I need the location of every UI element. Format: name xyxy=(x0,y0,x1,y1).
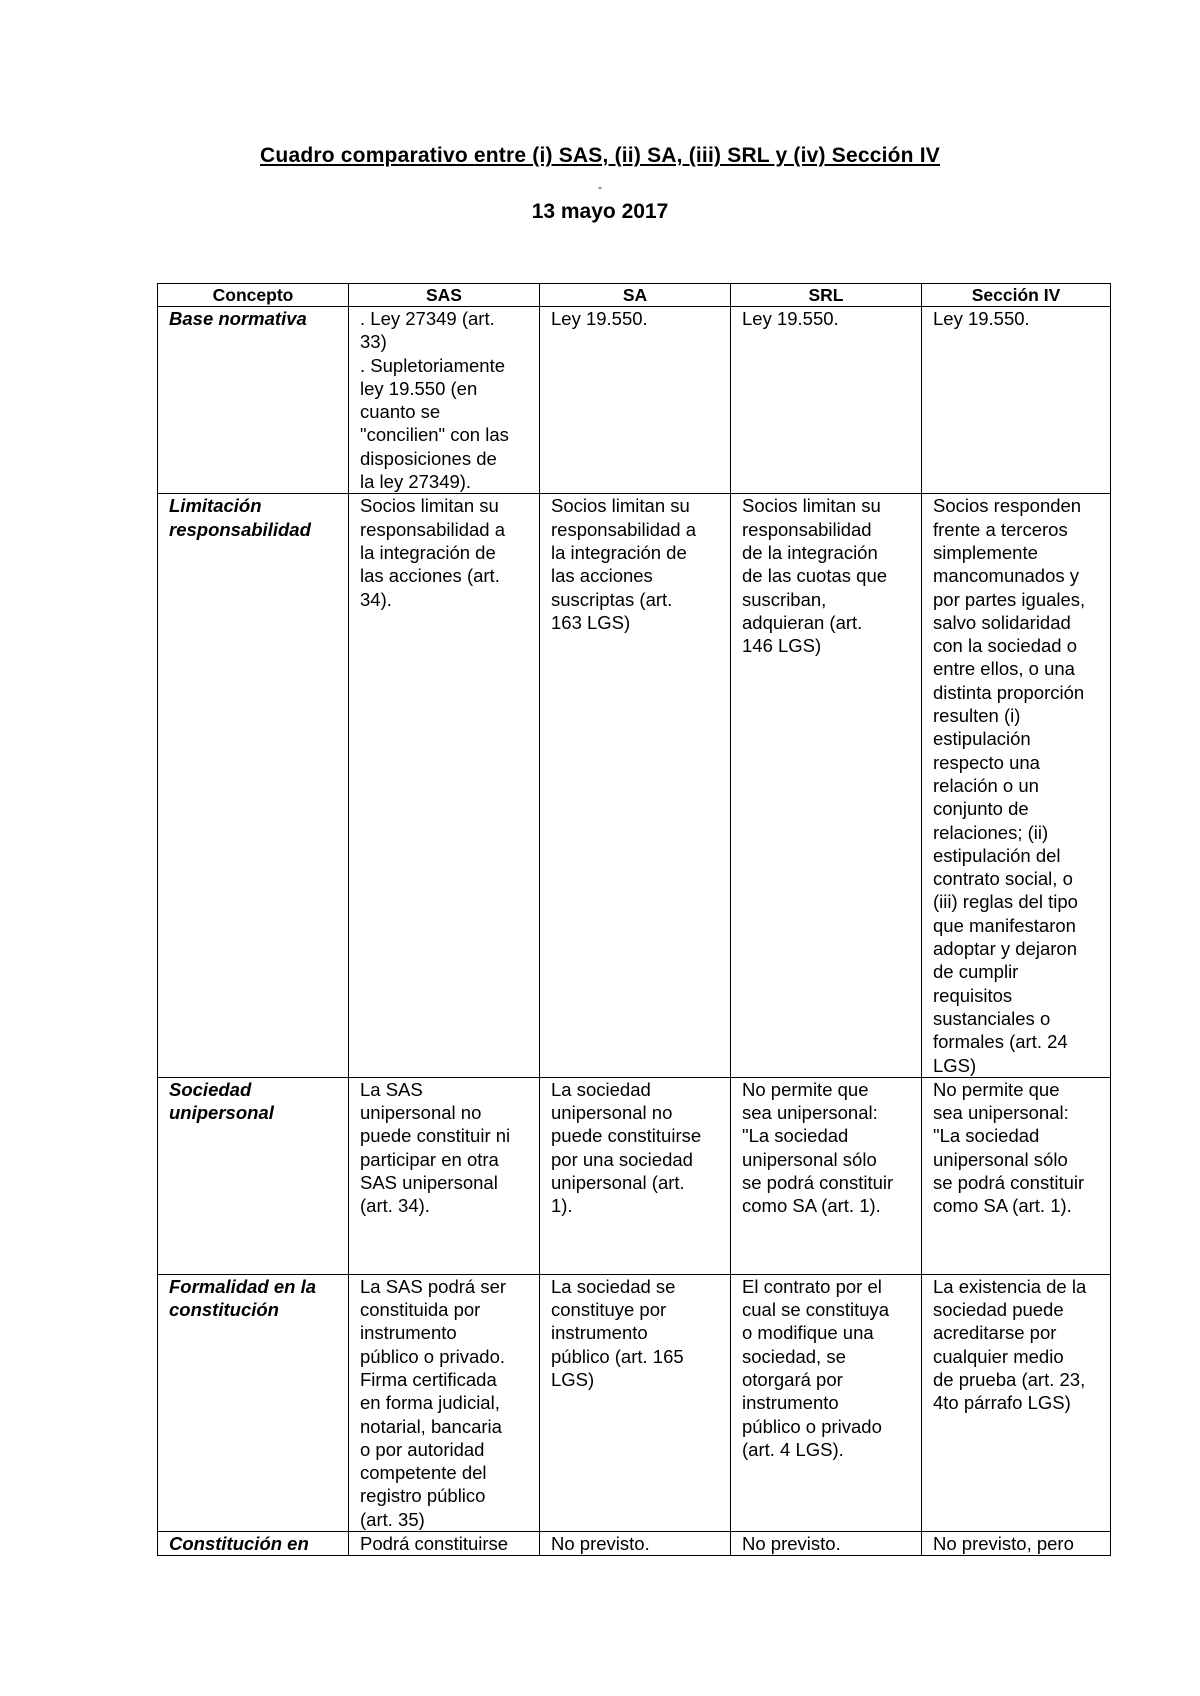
cell-text-line: mancomunados y xyxy=(933,565,1080,587)
comparison-table xyxy=(157,283,1111,1556)
cell-sas xyxy=(349,1274,540,1531)
cell-text-line: en forma judicial, xyxy=(360,1392,500,1414)
cell-text-line: SAS unipersonal xyxy=(360,1171,498,1193)
cell-text-line: (art. 35) xyxy=(360,1508,425,1530)
table-row xyxy=(158,1532,1111,1556)
cell-sas xyxy=(349,1532,540,1556)
cell-text-line: de la integración xyxy=(742,541,878,563)
cell-text-line: de las cuotas que xyxy=(742,565,888,587)
cell-text-line: "concilien" con las xyxy=(360,424,509,446)
document-date: 13 mayo 2017 xyxy=(531,200,669,223)
cell-text-line: relación o un xyxy=(933,774,1039,796)
cell-srl xyxy=(731,494,922,1077)
cell-sas xyxy=(349,1077,540,1274)
cell-text-line: 163 LGS) xyxy=(551,611,631,633)
cell-text-line: se podrá constituir xyxy=(933,1171,1085,1193)
cell-text-line: suscriptas (art. xyxy=(551,588,673,610)
cell-text-line: Socios limitan su xyxy=(551,495,690,517)
cell-text-line: estipulación del xyxy=(933,844,1061,866)
header-srl: SRL xyxy=(731,284,922,307)
concept-cell xyxy=(158,1274,349,1531)
cell-sas xyxy=(349,494,540,1077)
cell-text-line: competente del xyxy=(360,1462,487,1484)
header-seccion-iv: Sección IV xyxy=(922,284,1111,307)
cell-text-line: Firma certificada xyxy=(360,1368,497,1390)
cell-text-line: sea unipersonal: xyxy=(933,1102,1069,1124)
cell-text-line: instrumento xyxy=(742,1392,839,1414)
cell-text-line: Ley 19.550. xyxy=(742,308,839,329)
concept-text-line: unipersonal xyxy=(169,1102,274,1124)
cell-text-line: LGS) xyxy=(551,1368,595,1390)
cell-text-line: cual se constituya xyxy=(742,1299,890,1321)
cell-text-line: entre ellos, o una xyxy=(933,658,1075,680)
cell-text-line: unipersonal sólo xyxy=(933,1148,1068,1170)
cell-text-line: de cumplir xyxy=(933,961,1019,983)
cell-text-line: La sociedad se xyxy=(551,1275,676,1297)
concept-cell xyxy=(158,494,349,1077)
cell-text-line: constituye por xyxy=(551,1299,667,1321)
table-header-row xyxy=(158,284,1111,307)
cell-text-line: . Ley 27349 (art. xyxy=(360,308,495,329)
cell-text-line: por partes iguales, xyxy=(933,588,1086,610)
cell-srl xyxy=(731,1077,922,1274)
cell-text-line: Ley 19.550. xyxy=(551,308,648,329)
cell-text-line: 33) xyxy=(360,331,387,353)
cell-text-line: sociedad, se xyxy=(742,1345,846,1367)
table-row xyxy=(158,494,1111,1077)
cell-text-line: que manifestaron xyxy=(933,914,1076,936)
cell-sa xyxy=(540,1274,731,1531)
cell-text-line: "La sociedad xyxy=(742,1125,849,1147)
cell-text-line: público o privado. xyxy=(360,1345,506,1367)
cell-text-line: cuanto se xyxy=(360,401,441,423)
title-separator: - xyxy=(598,180,602,194)
cell-text-line: constituida por xyxy=(360,1299,481,1321)
cell-seccion-iv xyxy=(922,1077,1111,1274)
cell-text-line: No previsto. xyxy=(742,1533,841,1555)
cell-text-line: Ley 19.550. xyxy=(933,308,1030,329)
cell-text-line: sea unipersonal: xyxy=(742,1102,878,1124)
cell-text-line: otorgará por xyxy=(742,1368,843,1390)
cell-text-line: puede constituir ni xyxy=(360,1125,511,1147)
cell-text-line: La existencia de la xyxy=(933,1275,1087,1297)
concept-text-line: Constitución en xyxy=(169,1533,309,1555)
cell-sas xyxy=(349,307,540,494)
cell-text-line: público o privado xyxy=(742,1415,882,1437)
cell-text-line: ley 19.550 (en xyxy=(360,377,478,399)
cell-seccion-iv xyxy=(922,1274,1111,1531)
table-row xyxy=(158,307,1111,494)
cell-text-line: resulten (i) xyxy=(933,705,1021,727)
cell-text-line: Socios limitan su xyxy=(360,495,499,517)
cell-sa xyxy=(540,1077,731,1274)
cell-text-line: disposiciones de xyxy=(360,447,497,469)
concept-text-line: constitución xyxy=(169,1299,279,1321)
cell-text-line: 1). xyxy=(551,1195,573,1217)
cell-sa xyxy=(540,494,731,1077)
cell-text-line: puede constituirse xyxy=(551,1125,702,1147)
cell-text-line: 34). xyxy=(360,588,392,610)
cell-text-line: sustanciales o xyxy=(933,1007,1051,1029)
cell-text-line: El contrato por el xyxy=(742,1275,882,1297)
cell-text-line: cualquier medio xyxy=(933,1345,1064,1367)
document-title: Cuadro comparativo entre (i) SAS, (ii) SA, (iii) SRL y (iv) Sección IV xyxy=(260,144,940,167)
cell-text-line: 4to párrafo LGS) xyxy=(933,1392,1071,1414)
cell-text-line: frente a terceros xyxy=(933,518,1068,540)
cell-text-line: 146 LGS) xyxy=(742,635,822,657)
cell-text-line: sociedad puede xyxy=(933,1299,1064,1321)
cell-text-line: registro público xyxy=(360,1485,486,1507)
cell-text-line: respecto una xyxy=(933,751,1040,773)
cell-text-line: la integración de xyxy=(360,541,496,563)
cell-text-line: responsabilidad xyxy=(742,518,872,540)
cell-text-line: adquieran (art. xyxy=(742,611,863,633)
cell-text-line: se podrá constituir xyxy=(742,1171,894,1193)
cell-text-line: acreditarse por xyxy=(933,1322,1057,1344)
cell-text-line: o modifique una xyxy=(742,1322,874,1344)
concept-text-line: responsabilidad xyxy=(169,518,311,540)
cell-text-line: responsabilidad a xyxy=(360,518,506,540)
cell-text-line: participar en otra xyxy=(360,1148,499,1170)
concept-cell xyxy=(158,1532,349,1556)
concept-text-line: Sociedad xyxy=(169,1078,252,1100)
cell-text-line: como SA (art. 1). xyxy=(933,1195,1072,1217)
header-concepto: Concepto xyxy=(158,284,349,307)
cell-text-line: unipersonal no xyxy=(551,1102,673,1124)
header-sas: SAS xyxy=(349,284,540,307)
concept-cell xyxy=(158,1077,349,1274)
cell-text-line: No permite que xyxy=(933,1078,1060,1100)
cell-text-line: LGS) xyxy=(933,1054,977,1076)
cell-seccion-iv xyxy=(922,1532,1111,1556)
cell-srl xyxy=(731,1532,922,1556)
cell-text-line: unipersonal no xyxy=(360,1102,482,1124)
cell-text-line: . Supletoriamente xyxy=(360,354,506,376)
cell-text-line: No previsto. xyxy=(551,1533,650,1555)
cell-text-line: por una sociedad xyxy=(551,1148,693,1170)
cell-text-line: conjunto de xyxy=(933,798,1029,820)
cell-text-line: requisitos xyxy=(933,984,1013,1006)
header-sa: SA xyxy=(540,284,731,307)
cell-text-line: público (art. 165 xyxy=(551,1345,684,1367)
cell-text-line: La sociedad xyxy=(551,1078,651,1100)
cell-text-line: la ley 27349). xyxy=(360,471,472,493)
cell-srl xyxy=(731,307,922,494)
table-body xyxy=(158,307,1111,1556)
cell-srl xyxy=(731,1274,922,1531)
cell-text-line: la integración de xyxy=(551,541,687,563)
cell-text-line: adoptar y dejaron xyxy=(933,938,1077,960)
cell-text-line: distinta proporción xyxy=(933,681,1085,703)
cell-text-line: responsabilidad a xyxy=(551,518,697,540)
cell-text-line: las acciones (art. xyxy=(360,565,500,587)
cell-text-line: suscriban, xyxy=(742,588,827,610)
cell-text-line: No permite que xyxy=(742,1078,869,1100)
cell-text-line: notarial, bancaria xyxy=(360,1415,502,1437)
cell-text-line: (art. 34). xyxy=(360,1195,430,1217)
cell-text-line: salvo solidaridad xyxy=(933,611,1071,633)
cell-text-line: La SAS podrá ser xyxy=(360,1275,507,1297)
cell-text-line: de prueba (art. 23, xyxy=(933,1368,1086,1390)
cell-text-line: unipersonal (art. xyxy=(551,1171,685,1193)
cell-text-line: instrumento xyxy=(551,1322,648,1344)
cell-text-line: "La sociedad xyxy=(933,1125,1040,1147)
cell-sa xyxy=(540,1532,731,1556)
cell-sa xyxy=(540,307,731,494)
cell-seccion-iv xyxy=(922,494,1111,1077)
cell-text-line: unipersonal sólo xyxy=(742,1148,877,1170)
cell-text-line: contrato social, o xyxy=(933,868,1073,890)
cell-text-line: Socios responden xyxy=(933,495,1082,517)
cell-text-line: las acciones xyxy=(551,565,653,587)
cell-text-line: Podrá constituirse xyxy=(360,1533,509,1555)
cell-text-line: No previsto, pero xyxy=(933,1533,1074,1555)
cell-text-line: estipulación xyxy=(933,728,1031,750)
concept-text-line: Limitación xyxy=(169,495,262,517)
concept-text-line: Formalidad en la xyxy=(169,1275,317,1297)
table-row xyxy=(158,1077,1111,1274)
cell-text-line: instrumento xyxy=(360,1322,457,1344)
cell-text-line: relaciones; (ii) xyxy=(933,821,1049,843)
cell-text-line: (art. 4 LGS). xyxy=(742,1438,844,1460)
cell-seccion-iv xyxy=(922,307,1111,494)
cell-text-line: simplemente xyxy=(933,541,1038,563)
cell-text-line: con la sociedad o xyxy=(933,635,1077,657)
table-row xyxy=(158,1274,1111,1531)
concept-cell xyxy=(158,307,349,494)
cell-text-line: como SA (art. 1). xyxy=(742,1195,881,1217)
concept-text-line: Base normativa xyxy=(169,308,307,329)
cell-text-line: o por autoridad xyxy=(360,1438,485,1460)
cell-text-line: La SAS xyxy=(360,1078,423,1100)
cell-text-line: formales (art. 24 xyxy=(933,1031,1068,1053)
cell-text-line: Socios limitan su xyxy=(742,495,881,517)
cell-text-line: (iii) reglas del tipo xyxy=(933,891,1078,913)
